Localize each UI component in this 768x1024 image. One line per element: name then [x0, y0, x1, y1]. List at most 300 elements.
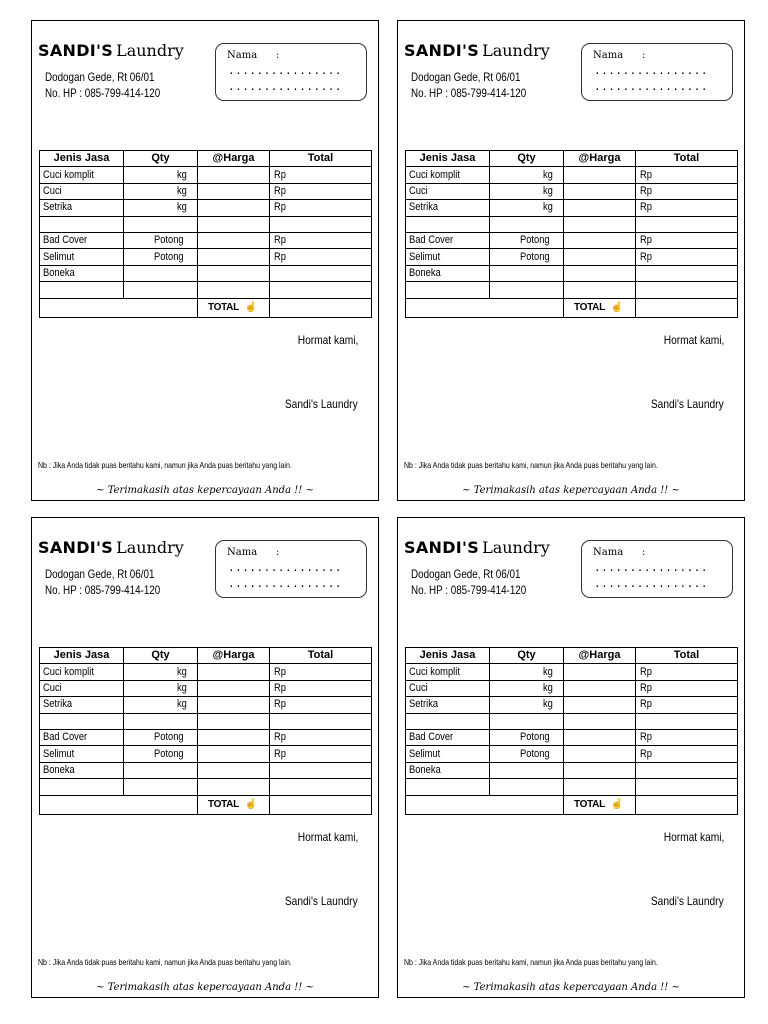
- table-row: [406, 265, 738, 281]
- cell-text: Rp: [274, 665, 286, 678]
- cell-text: Cuci: [43, 681, 62, 694]
- total-value-cell: [636, 298, 738, 317]
- cell-text: Rp: [274, 698, 286, 711]
- cell-qty: [124, 167, 198, 183]
- total-row: [406, 795, 738, 814]
- cell-price: [198, 680, 270, 696]
- cell-service: [406, 282, 490, 298]
- brand-name: SANDI'S: [38, 538, 114, 557]
- thank-you-note: ~ Terimakasih atas kepercayaan Anda !! ~: [462, 485, 680, 496]
- cell-service: [406, 762, 490, 778]
- cell-qty: [124, 779, 198, 795]
- cell-text: Rp: [640, 184, 652, 197]
- cell-text: Cuci komplit: [43, 665, 94, 678]
- column-header: Qty: [124, 648, 198, 664]
- cell-price: [564, 779, 636, 795]
- name-colon: :: [276, 50, 280, 61]
- cell-service: [406, 746, 490, 762]
- cell-text: Cuci komplit: [409, 665, 460, 678]
- total-row: [40, 795, 372, 814]
- cell-service: [406, 167, 490, 183]
- total-blank-cell: [40, 298, 198, 317]
- service-table: [405, 647, 738, 815]
- cell-price: [564, 762, 636, 778]
- table-row: [40, 697, 372, 713]
- name-label: Nama: [227, 547, 258, 558]
- cell-qty: [124, 713, 198, 729]
- cell-price: [198, 282, 270, 298]
- cell-price: [198, 729, 270, 745]
- cell-price: [198, 200, 270, 216]
- cell-qty: [490, 779, 564, 795]
- cell-qty: [124, 265, 198, 281]
- service-table: [405, 150, 738, 318]
- cell-price: [564, 216, 636, 232]
- cell-qty: [124, 746, 198, 762]
- cell-qty: [124, 216, 198, 232]
- cell-service: [406, 680, 490, 696]
- phone-number: No. HP : 085-799-414-120: [411, 86, 527, 100]
- cell-total: [270, 746, 372, 762]
- signature: Sandi's Laundry: [651, 397, 724, 411]
- cell-text: Rp: [640, 698, 652, 711]
- thank-you-note: ~ Terimakasih atas kepercayaan Anda !! ~: [96, 485, 314, 496]
- pointing-hand-icon: ☝: [610, 799, 624, 811]
- cell-total: [636, 249, 738, 265]
- name-dotted-line: ................: [594, 577, 708, 590]
- cell-price: [564, 713, 636, 729]
- cell-text: Rp: [640, 168, 652, 181]
- cell-qty: [124, 249, 198, 265]
- cell-text: Boneka: [409, 266, 441, 279]
- cell-total: [270, 282, 372, 298]
- total-label-cell: [198, 298, 270, 317]
- cell-text: Rp: [274, 747, 286, 760]
- table-row: [406, 249, 738, 265]
- cell-price: [198, 697, 270, 713]
- brand-logo: [404, 538, 550, 558]
- cell-qty: [490, 713, 564, 729]
- cell-service: [40, 282, 124, 298]
- table-row: [40, 216, 372, 232]
- brand-subtitle: Laundry: [482, 41, 550, 60]
- table-row: [40, 282, 372, 298]
- pointing-hand-icon: ☝: [244, 302, 258, 314]
- cell-text: Rp: [274, 250, 286, 263]
- cell-price: [198, 167, 270, 183]
- cell-service: [406, 200, 490, 216]
- cell-text: Potong: [154, 731, 184, 744]
- greeting: Hormat kami,: [297, 830, 358, 844]
- cell-text: kg: [543, 184, 554, 197]
- cell-qty: [490, 232, 564, 248]
- total-row: [406, 298, 738, 317]
- cell-text: Selimut: [43, 250, 75, 263]
- cell-price: [198, 779, 270, 795]
- footnote: Nb : Jika Anda tidak puas beritahu kami, namun jika Anda puas beritahu yang lain.: [404, 957, 658, 967]
- table-row: [406, 713, 738, 729]
- cell-qty: [490, 746, 564, 762]
- cell-qty: [490, 265, 564, 281]
- cell-total: [636, 713, 738, 729]
- cell-price: [564, 265, 636, 281]
- cell-price: [198, 183, 270, 199]
- table-row: [406, 232, 738, 248]
- table-header: [40, 151, 372, 167]
- cell-service: [406, 779, 490, 795]
- column-header: @Harga: [198, 151, 270, 167]
- table-row: [406, 746, 738, 762]
- brand-logo: [404, 41, 550, 61]
- cell-text: kg: [177, 201, 188, 214]
- brand-name: SANDI'S: [404, 538, 480, 557]
- brand-logo: [38, 41, 184, 61]
- address: Dodogan Gede, Rt 06/01: [411, 567, 521, 581]
- cell-price: [564, 697, 636, 713]
- cell-text: Setrika: [409, 698, 439, 711]
- footnote: Nb : Jika Anda tidak puas beritahu kami, namun jika Anda puas beritahu yang lain.: [404, 460, 658, 470]
- table-row: [40, 713, 372, 729]
- brand-subtitle: Laundry: [116, 41, 184, 60]
- signature: Sandi's Laundry: [651, 894, 724, 908]
- service-table: [39, 647, 372, 815]
- cell-text: Rp: [640, 201, 652, 214]
- cell-total: [270, 216, 372, 232]
- cell-qty: [490, 282, 564, 298]
- cell-text: Rp: [274, 234, 286, 247]
- table-row: [40, 249, 372, 265]
- cell-price: [198, 249, 270, 265]
- cell-price: [564, 282, 636, 298]
- table-row: [40, 680, 372, 696]
- column-header: Jenis Jasa: [40, 151, 124, 167]
- brand-name: SANDI'S: [404, 41, 480, 60]
- cell-text: Rp: [274, 168, 286, 181]
- cell-total: [636, 729, 738, 745]
- name-dotted-line: ................: [594, 80, 708, 93]
- cell-price: [564, 249, 636, 265]
- cell-total: [270, 200, 372, 216]
- cell-service: [406, 232, 490, 248]
- cell-qty: [490, 664, 564, 680]
- cell-price: [198, 232, 270, 248]
- cell-text: Boneka: [43, 763, 75, 776]
- cell-text: Rp: [640, 665, 652, 678]
- cell-qty: [124, 762, 198, 778]
- cell-text: Bad Cover: [43, 731, 88, 744]
- cell-text: Rp: [640, 234, 652, 247]
- brand-subtitle: Laundry: [116, 538, 184, 557]
- name-label: Nama: [593, 547, 624, 558]
- signature: Sandi's Laundry: [285, 894, 358, 908]
- table-row: [40, 762, 372, 778]
- signature: Sandi's Laundry: [285, 397, 358, 411]
- cell-service: [406, 729, 490, 745]
- cell-qty: [124, 200, 198, 216]
- cell-total: [270, 167, 372, 183]
- cell-qty: [490, 167, 564, 183]
- cell-qty: [490, 183, 564, 199]
- cell-service: [40, 680, 124, 696]
- table-row: [406, 200, 738, 216]
- cell-text: kg: [543, 168, 554, 181]
- cell-text: Rp: [274, 184, 286, 197]
- table-row: [40, 664, 372, 680]
- table-row: [406, 680, 738, 696]
- cell-service: [40, 200, 124, 216]
- cell-text: kg: [543, 681, 554, 694]
- cell-total: [636, 265, 738, 281]
- cell-service: [406, 697, 490, 713]
- name-colon: :: [642, 50, 646, 61]
- cell-text: kg: [177, 184, 188, 197]
- customer-name-box: [581, 540, 733, 598]
- cell-service: [40, 729, 124, 745]
- table-row: [40, 729, 372, 745]
- cell-text: Rp: [274, 731, 286, 744]
- cell-service: [40, 232, 124, 248]
- cell-qty: [124, 282, 198, 298]
- slip-bottom-left: [31, 517, 379, 998]
- cell-text: Rp: [274, 681, 286, 694]
- thank-you-note: ~ Terimakasih atas kepercayaan Anda !! ~: [462, 982, 680, 993]
- table-row: [40, 746, 372, 762]
- cell-text: kg: [177, 168, 188, 181]
- slip-bottom-right: [397, 517, 745, 998]
- cell-qty: [124, 183, 198, 199]
- column-header: @Harga: [198, 648, 270, 664]
- cell-text: Rp: [274, 201, 286, 214]
- name-colon: :: [276, 547, 280, 558]
- address: Dodogan Gede, Rt 06/01: [411, 70, 521, 84]
- phone-number: No. HP : 085-799-414-120: [45, 583, 161, 597]
- cell-text: Rp: [640, 250, 652, 263]
- table-row: [40, 183, 372, 199]
- total-value-cell: [270, 298, 372, 317]
- column-header: Qty: [124, 151, 198, 167]
- cell-service: [40, 183, 124, 199]
- table-row: [40, 265, 372, 281]
- total-label-cell: [198, 795, 270, 814]
- name-dotted-line: ................: [594, 561, 708, 574]
- cell-text: Selimut: [409, 250, 441, 263]
- address: Dodogan Gede, Rt 06/01: [45, 70, 155, 84]
- cell-text: Setrika: [43, 698, 73, 711]
- cell-price: [564, 167, 636, 183]
- cell-text: kg: [177, 681, 188, 694]
- thank-you-note: ~ Terimakasih atas kepercayaan Anda !! ~: [96, 982, 314, 993]
- cell-text: Bad Cover: [409, 731, 454, 744]
- cell-text: Potong: [520, 234, 550, 247]
- cell-total: [270, 779, 372, 795]
- cell-qty: [124, 680, 198, 696]
- cell-total: [270, 249, 372, 265]
- cell-price: [198, 265, 270, 281]
- column-header: Jenis Jasa: [406, 648, 490, 664]
- name-dotted-line: ................: [228, 561, 342, 574]
- cell-service: [40, 265, 124, 281]
- name-label: Nama: [227, 50, 258, 61]
- total-value-cell: [270, 795, 372, 814]
- cell-price: [198, 713, 270, 729]
- cell-text: Cuci: [43, 184, 62, 197]
- cell-text: Setrika: [43, 201, 73, 214]
- name-dotted-line: ................: [228, 80, 342, 93]
- customer-name-box: [581, 43, 733, 101]
- table-row: [406, 167, 738, 183]
- cell-text: kg: [543, 698, 554, 711]
- cell-qty: [490, 200, 564, 216]
- name-dotted-line: ................: [228, 64, 342, 77]
- cell-price: [564, 729, 636, 745]
- cell-text: kg: [177, 665, 188, 678]
- table-row: [40, 232, 372, 248]
- cell-service: [406, 216, 490, 232]
- total-label: TOTAL: [574, 799, 605, 811]
- cell-price: [564, 232, 636, 248]
- cell-total: [636, 232, 738, 248]
- address: Dodogan Gede, Rt 06/01: [45, 567, 155, 581]
- brand-logo: [38, 538, 184, 558]
- cell-text: Cuci komplit: [43, 168, 94, 181]
- cell-price: [564, 183, 636, 199]
- customer-name-box: [215, 43, 367, 101]
- cell-text: kg: [177, 698, 188, 711]
- cell-price: [564, 680, 636, 696]
- cell-service: [40, 664, 124, 680]
- cell-service: [406, 664, 490, 680]
- total-blank-cell: [40, 795, 198, 814]
- cell-text: Cuci: [409, 681, 428, 694]
- cell-total: [270, 729, 372, 745]
- cell-price: [564, 746, 636, 762]
- cell-text: kg: [543, 665, 554, 678]
- table-header: [406, 648, 738, 664]
- greeting: Hormat kami,: [297, 333, 358, 347]
- table-row: [40, 167, 372, 183]
- cell-service: [40, 249, 124, 265]
- cell-total: [270, 680, 372, 696]
- cell-text: Rp: [640, 681, 652, 694]
- cell-price: [198, 762, 270, 778]
- table-row: [406, 183, 738, 199]
- table-row: [40, 779, 372, 795]
- cell-total: [636, 762, 738, 778]
- phone-number: No. HP : 085-799-414-120: [45, 86, 161, 100]
- cell-qty: [490, 762, 564, 778]
- cell-total: [270, 664, 372, 680]
- cell-text: Potong: [520, 250, 550, 263]
- cell-qty: [124, 729, 198, 745]
- name-dotted-line: ................: [228, 577, 342, 590]
- total-label: TOTAL: [208, 302, 239, 314]
- cell-price: [564, 200, 636, 216]
- cell-service: [40, 697, 124, 713]
- cell-price: [564, 664, 636, 680]
- cell-text: Selimut: [409, 747, 441, 760]
- cell-text: Potong: [154, 747, 184, 760]
- column-header: Total: [636, 151, 738, 167]
- cell-qty: [490, 680, 564, 696]
- cell-text: Cuci komplit: [409, 168, 460, 181]
- cell-total: [636, 779, 738, 795]
- cell-total: [636, 200, 738, 216]
- cell-service: [40, 216, 124, 232]
- cell-total: [636, 746, 738, 762]
- total-label-cell: [564, 795, 636, 814]
- cell-text: Potong: [154, 234, 184, 247]
- cell-text: Potong: [520, 731, 550, 744]
- cell-service: [406, 183, 490, 199]
- cell-text: Rp: [640, 747, 652, 760]
- cell-text: Potong: [520, 747, 550, 760]
- column-header: Total: [270, 151, 372, 167]
- cell-total: [636, 167, 738, 183]
- column-header: Jenis Jasa: [40, 648, 124, 664]
- cell-text: Cuci: [409, 184, 428, 197]
- cell-text: Selimut: [43, 747, 75, 760]
- cell-total: [636, 216, 738, 232]
- footnote: Nb : Jika Anda tidak puas beritahu kami, namun jika Anda puas beritahu yang lain.: [38, 957, 292, 967]
- cell-qty: [124, 664, 198, 680]
- cell-service: [406, 249, 490, 265]
- cell-service: [40, 167, 124, 183]
- cell-price: [198, 664, 270, 680]
- cell-total: [270, 265, 372, 281]
- cell-service: [40, 779, 124, 795]
- cell-qty: [124, 697, 198, 713]
- table-row: [406, 779, 738, 795]
- column-header: Total: [270, 648, 372, 664]
- cell-text: kg: [543, 201, 554, 214]
- cell-total: [636, 697, 738, 713]
- cell-qty: [124, 232, 198, 248]
- total-label-cell: [564, 298, 636, 317]
- total-blank-cell: [406, 298, 564, 317]
- total-label: TOTAL: [574, 302, 605, 314]
- cell-service: [40, 746, 124, 762]
- cell-text: Boneka: [43, 266, 75, 279]
- total-blank-cell: [406, 795, 564, 814]
- cell-text: Rp: [640, 731, 652, 744]
- cell-service: [406, 265, 490, 281]
- cell-total: [270, 762, 372, 778]
- pointing-hand-icon: ☝: [610, 302, 624, 314]
- name-colon: :: [642, 547, 646, 558]
- cell-service: [40, 762, 124, 778]
- pointing-hand-icon: ☝: [244, 799, 258, 811]
- cell-service: [406, 713, 490, 729]
- cell-qty: [490, 249, 564, 265]
- table-header: [406, 151, 738, 167]
- name-dotted-line: ................: [594, 64, 708, 77]
- cell-total: [636, 664, 738, 680]
- column-header: Jenis Jasa: [406, 151, 490, 167]
- cell-total: [270, 713, 372, 729]
- name-label: Nama: [593, 50, 624, 61]
- cell-price: [198, 216, 270, 232]
- slip-top-right: [397, 20, 745, 501]
- brand-subtitle: Laundry: [482, 538, 550, 557]
- cell-text: Potong: [154, 250, 184, 263]
- cell-total: [636, 680, 738, 696]
- cell-qty: [490, 697, 564, 713]
- column-header: Qty: [490, 151, 564, 167]
- total-label: TOTAL: [208, 799, 239, 811]
- column-header: @Harga: [564, 648, 636, 664]
- table-row: [40, 200, 372, 216]
- cell-total: [270, 183, 372, 199]
